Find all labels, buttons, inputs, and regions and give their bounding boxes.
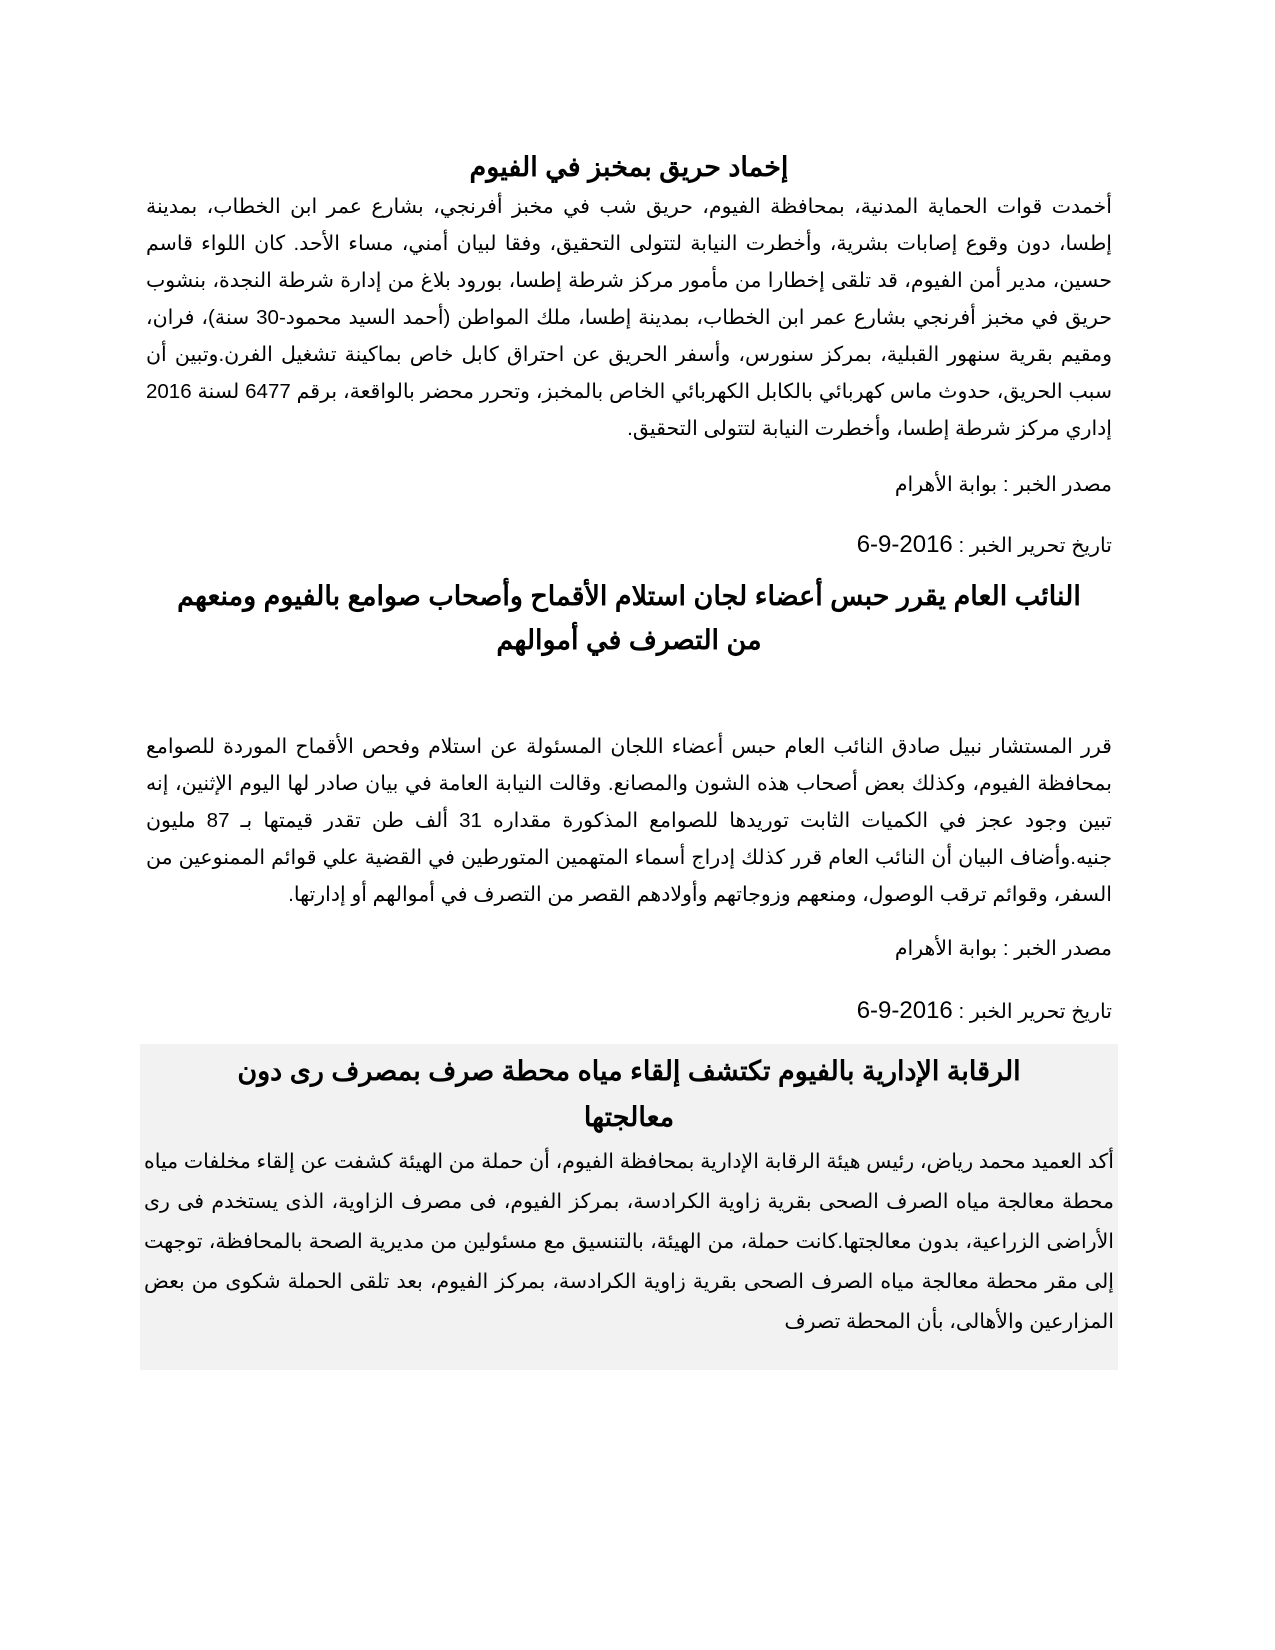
article-title: إخماد حريق بمخبز في الفيوم	[469, 152, 789, 182]
article-sewage-station	[140, 1044, 1118, 1370]
date-label: تاريخ تحرير الخبر :	[952, 534, 1112, 557]
document-page	[146, 142, 1112, 1370]
date-label: تاريخ تحرير الخبر :	[952, 1000, 1112, 1023]
article-bakery-fire	[146, 146, 1112, 560]
article-date	[146, 531, 1112, 560]
date-value: 6-9-2016	[856, 531, 953, 558]
article-body: أخمدت قوات الحماية المدنية، بمحافظة الفيوم، حريق شب في مخبز أفرنجي، بشارع عمر ابن الخطاب، بمدينة إطسا، دون وقوع إصابات بشرية، وأخطرت النيابة لتتولى التحقيق، وفقا لبيان أمني، مساء الأحد. كان اللواء قاسم حسين، مدير أمن الفيوم، قد تلقى إخطارا من مأمور مركز شرطة إطسا، بورود بلاغ من إدارة شرطة النجدة، بنشوب حريق في مخبز أفرنجي بشارع عمر ابن الخطاب، بمدينة إطسا، ملك المواطن (أحمد السيد محمود-30 سنة)، فران، ومقيم بقرية سنهور القبلية، بمركز سنورس، وأسفر الحريق عن احتراق كابل خاص بماكينة تشغيل الفرن.وتبين أن سبب الحريق، حدوث ماس كهربائي بالكابل الكهربائي الخاص بالمخبز، وتحرر محضر بالواقعة، برقم 6477 لسنة 2016 إداري مركز شرطة إطسا، وأخطرت النيابة لتتولى التحقيق.	[146, 195, 1112, 440]
article-prosecutor-wheat	[146, 574, 1112, 1026]
date-value: 6-9-2016	[856, 997, 953, 1024]
article-source: مصدر الخبر : بوابة الأهرام	[894, 473, 1112, 496]
article-body: قرر المستشار نبيل صادق النائب العام حبس أعضاء اللجان المسئولة عن استلام وفحص الأقماح الموردة للصوامع بمحافظة الفيوم، وكذلك بعض أصحاب هذه الشون والمصانع. وقالت النيابة العامة في بيان صادر لها اليوم الإثنين، إنه تبين وجود عجز في الكميات الثابت توريدها للصوامع المذكورة مقداره 31 ألف طن تقدر قيمتها بـ 87 مليون جنيه.وأضاف البيان أن النائب العام قرر كذلك إدراج أسماء المتهمين المتورطين في القضية علي قوائم الممنوعين من السفر، وقوائم ترقب الوصول، ومنعهم وزوجاتهم وأولادهم القصر من التصرف في أموالهم أو إدارتها.	[146, 735, 1112, 906]
article-date	[146, 997, 1112, 1026]
article-title: الرقابة الإدارية بالفيوم تكتشف إلقاء مياه محطة صرف بمصرف رى دون معالجتها	[237, 1056, 1021, 1132]
article-body: أكد العميد محمد رياض، رئيس هيئة الرقابة الإدارية بمحافظة الفيوم، أن حملة من الهيئة كشفت عن إلقاء مخلفات مياه محطة معالجة مياه الصرف الصحى بقرية زاوية الكرادسة، بمركز الفيوم، فى مصرف الزاوية، الذى يستخدم فى رى الأراضى الزراعية، بدون معالجتها.كانت حملة، من الهيئة، بالتنسيق مع مسئولين من مديرية الصحة بالمحافظة، توجهت إلى مقر محطة معالجة مياه الصرف الصحى بقرية زاوية الكرادسة، بمركز الفيوم، بعد تلقى الحملة شكوى من بعض المزارعين والأهالى، بأن المحطة تصرف	[144, 1150, 1114, 1333]
article-title: النائب العام يقرر حبس أعضاء لجان استلام الأقماح وأصحاب صوامع بالفيوم ومنعهم من التصرف في أموالهم	[177, 581, 1081, 655]
article-source: مصدر الخبر : بوابة الأهرام	[894, 937, 1112, 960]
